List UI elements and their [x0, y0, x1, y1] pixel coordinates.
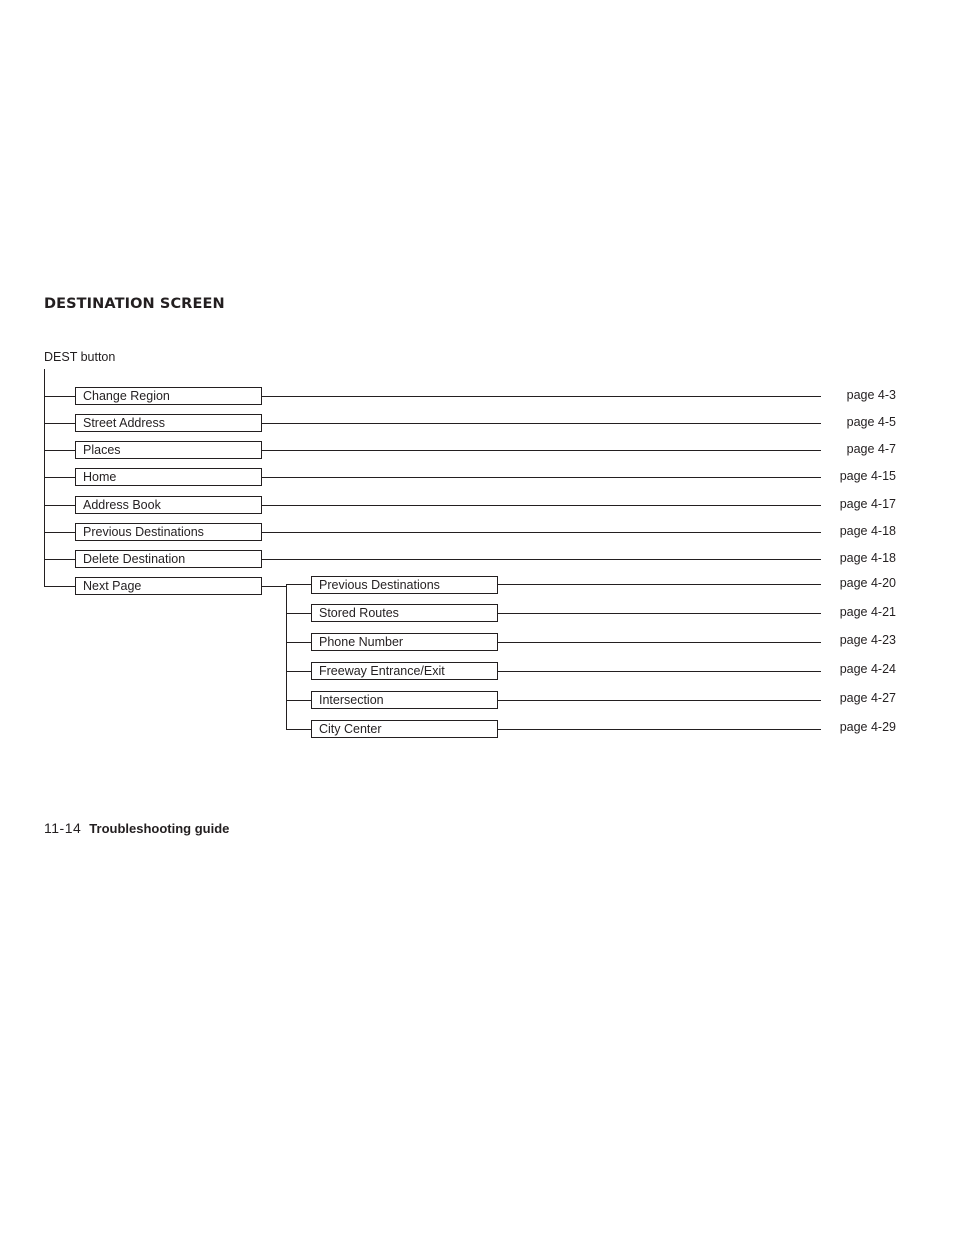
menu-item-street-address: Street Address [75, 414, 262, 432]
branch-connector [44, 586, 76, 587]
branch-connector [44, 532, 76, 533]
page-ref: page 4-18 [839, 551, 896, 565]
branch-connector [44, 423, 76, 424]
next-page-connector [261, 586, 286, 587]
branch-connector [44, 477, 76, 478]
sub-item-freeway-entrance-exit: Freeway Entrance/Exit [311, 662, 498, 680]
branch-connector [44, 505, 76, 506]
page-ref: page 4-17 [839, 497, 896, 511]
branch-connector [286, 729, 312, 730]
menu-item-next-page: Next Page [75, 577, 262, 595]
menu-item-home: Home [75, 468, 262, 486]
page-footer [44, 820, 229, 836]
branch-connector [286, 613, 312, 614]
page-ref: page 4-20 [839, 576, 896, 590]
page-ref: page 4-23 [839, 633, 896, 647]
leader-line [497, 613, 821, 614]
sub-item-stored-routes: Stored Routes [311, 604, 498, 622]
leader-line [497, 700, 821, 701]
leader-line [261, 396, 821, 397]
page-ref: page 4-7 [846, 442, 896, 456]
branch-connector [286, 671, 312, 672]
branch-connector [44, 559, 76, 560]
page-ref: page 4-18 [839, 524, 896, 538]
page-ref: page 4-15 [839, 469, 896, 483]
leader-line [497, 584, 821, 585]
leader-line [261, 532, 821, 533]
sub-item-phone-number: Phone Number [311, 633, 498, 651]
menu-item-change-region: Change Region [75, 387, 262, 405]
branch-connector [44, 396, 76, 397]
page-ref: page 4-24 [839, 662, 896, 676]
leader-line [497, 671, 821, 672]
page-ref: page 4-21 [839, 605, 896, 619]
page-ref: page 4-5 [846, 415, 896, 429]
leader-line [261, 450, 821, 451]
page-number: 11-14 [44, 820, 82, 836]
sub-item-city-center: City Center [311, 720, 498, 738]
menu-item-address-book: Address Book [75, 496, 262, 514]
leader-line [261, 423, 821, 424]
branch-connector [286, 700, 312, 701]
menu-item-places: Places [75, 441, 262, 459]
guide-title: Troubleshooting guide [89, 821, 230, 836]
leader-line [497, 729, 821, 730]
branch-connector [286, 642, 312, 643]
page-ref: page 4-29 [839, 720, 896, 734]
branch-connector [286, 584, 312, 585]
menu-item-delete-destination: Delete Destination [75, 550, 262, 568]
leader-line [261, 559, 821, 560]
leader-line [261, 505, 821, 506]
page-ref: page 4-3 [846, 388, 896, 402]
section-title: DESTINATION SCREEN [44, 296, 225, 312]
sub-tree-trunk [286, 584, 287, 729]
leader-line [497, 642, 821, 643]
sub-item-intersection: Intersection [311, 691, 498, 709]
main-tree-trunk [44, 369, 45, 587]
menu-item-previous-destinations: Previous Destinations [75, 523, 262, 541]
leader-line [261, 477, 821, 478]
sub-item-previous-destinations: Previous Destinations [311, 576, 498, 594]
dest-button-label: DEST button [44, 350, 116, 364]
branch-connector [44, 450, 76, 451]
page-ref: page 4-27 [839, 691, 896, 705]
